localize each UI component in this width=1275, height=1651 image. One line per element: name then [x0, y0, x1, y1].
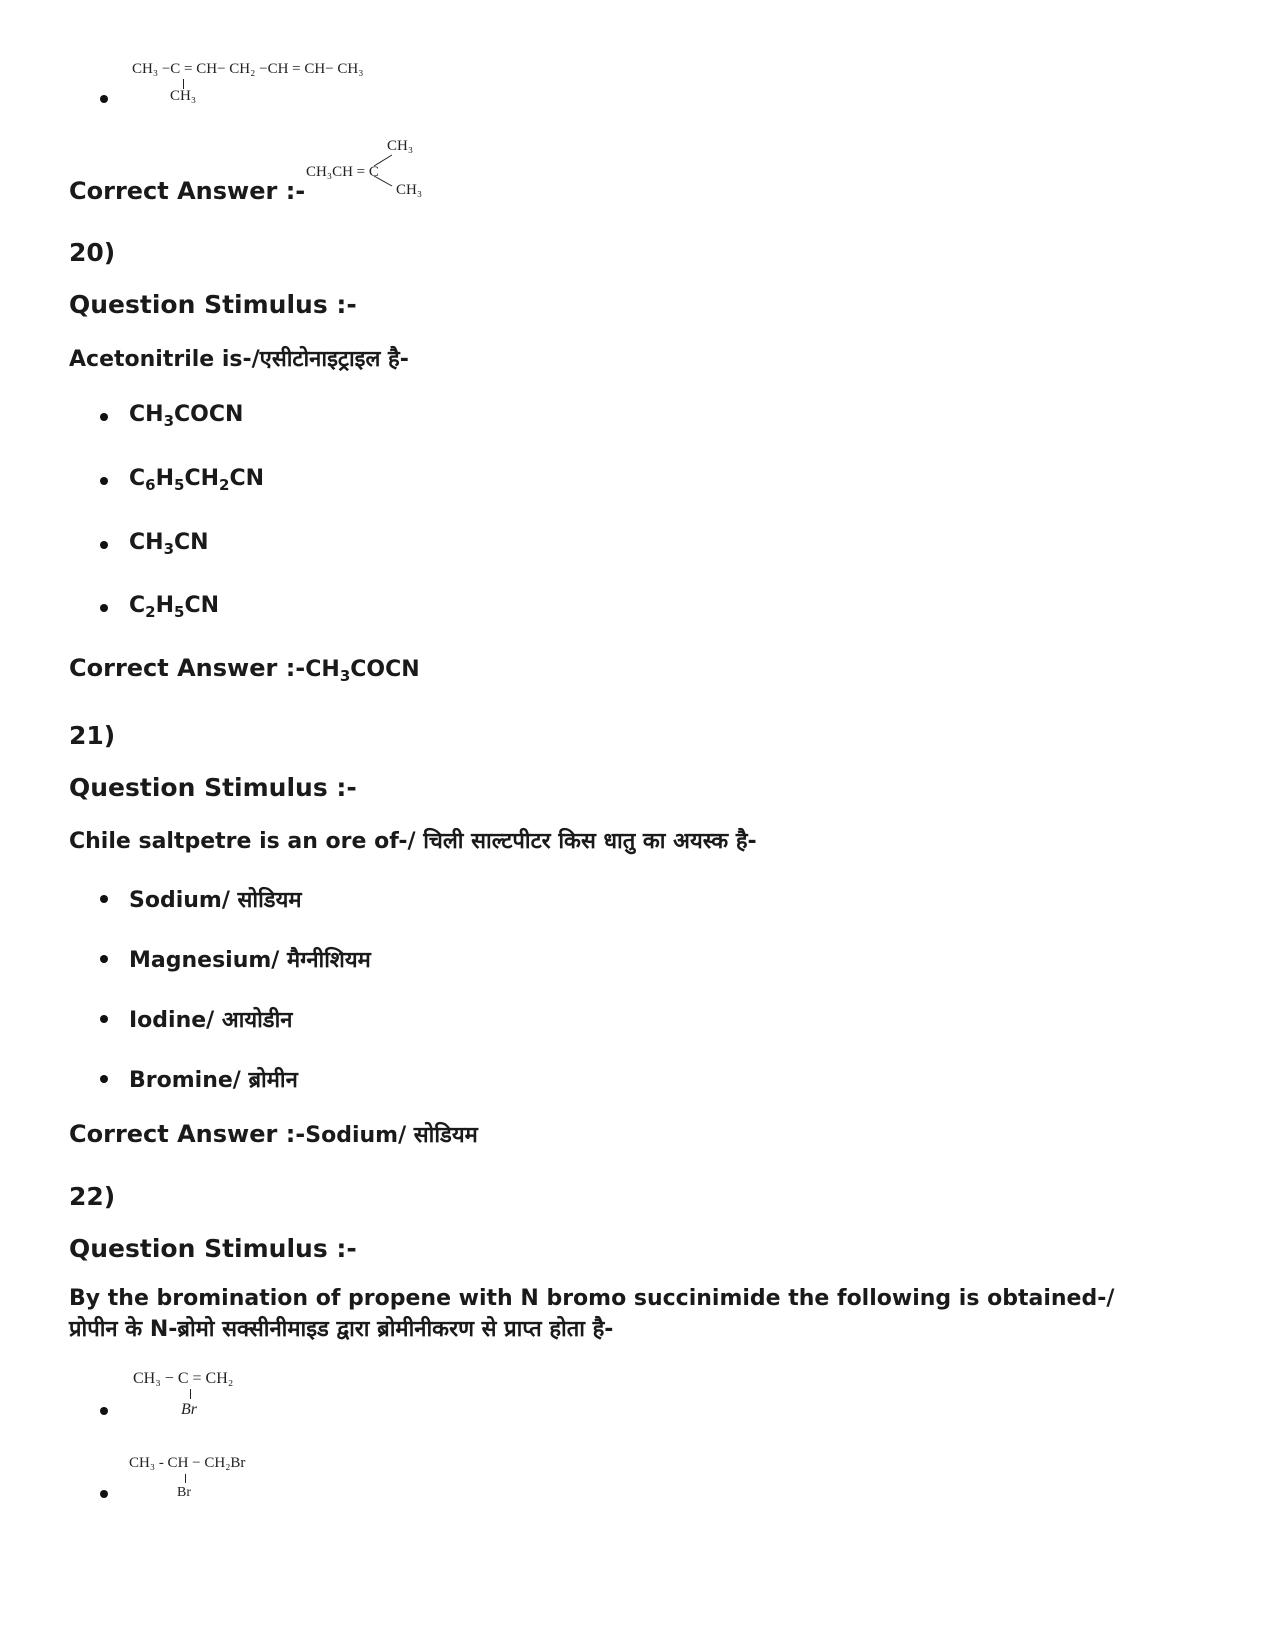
q21-option-a[interactable]: Sodium/ सोडियम	[129, 888, 302, 913]
q21-option-d[interactable]: Bromine/ ब्रोमीन	[129, 1068, 298, 1093]
correct-answer-value: Sodium/ सोडियम	[305, 1123, 478, 1148]
correct-answer-value: $CH_3COCN$	[305, 657, 420, 685]
formula-bottom: CH₃	[396, 182, 423, 198]
formula-top: CH₃	[387, 138, 414, 154]
bullet-icon	[100, 95, 108, 103]
formula-main: CH₃ −C = CH− CH₂ −CH = CH− CH₃	[132, 61, 364, 77]
correct-answer-label: Correct Answer :-	[69, 654, 306, 682]
question-number: 21)	[69, 721, 116, 750]
question-number: 22)	[69, 1182, 116, 1211]
question-text-line-1: By the bromination of propene with N bromo succinimide the following is obtained-/	[69, 1286, 1115, 1311]
formula-left: CH₃CH = C	[306, 164, 379, 180]
bullet-icon	[100, 1490, 108, 1498]
q20-correct-answer	[69, 654, 420, 685]
formula-main: CH₃ − C = CH₂	[133, 1370, 234, 1387]
q21-option-c[interactable]: Iodine/ आयोडीन	[129, 1008, 293, 1033]
bullet-icon	[100, 413, 108, 421]
question-stimulus-label: Question Stimulus :-	[69, 773, 357, 802]
formula-branch: Br	[181, 1401, 197, 1418]
q21-correct-answer	[69, 1119, 478, 1149]
formula-bond	[185, 1474, 186, 1483]
question-text: Acetonitrile is-/एसीटोनाइट्राइल है-	[69, 347, 409, 372]
bullet-icon	[100, 1075, 108, 1083]
question-stimulus-label: Question Stimulus :-	[69, 1234, 357, 1263]
bullet-icon	[100, 1407, 108, 1415]
bullet-icon	[100, 895, 108, 903]
question-number: 20)	[69, 238, 116, 267]
q19-correct-answer-label: Correct Answer :-	[69, 177, 306, 205]
q21-option-b[interactable]: Magnesium/ मैग्नीशियम	[129, 948, 371, 973]
bullet-icon	[100, 604, 108, 612]
bullet-icon	[100, 1015, 108, 1023]
q20-option-a[interactable]: $CH_3COCN$	[129, 402, 244, 430]
q20-option-b[interactable]: $C_6H_5CH_2CN$	[129, 466, 265, 494]
q20-option-d[interactable]: $C_2H_5CN$	[129, 593, 220, 621]
bullet-icon	[100, 477, 108, 485]
question-text: Chile saltpetre is an ore of-/ चिली साल्टपीटर किस धातु का अयस्क है-	[69, 829, 757, 854]
bullet-icon	[100, 541, 108, 549]
question-stimulus-label: Question Stimulus :-	[69, 290, 357, 319]
question-text-line-2: प्रोपीन के N-ब्रोमो सक्सीनीमाइड द्वारा ब्रोमीनीकरण से प्राप्त होता है-	[69, 1317, 614, 1342]
formula-main: CH₃ - CH − CH₂Br	[129, 1455, 246, 1471]
formula-branch: CH₃	[170, 88, 197, 104]
formula-branch: Br	[177, 1485, 191, 1500]
q20-option-c[interactable]: $CH_3CN$	[129, 530, 209, 558]
bullet-icon	[100, 955, 108, 963]
correct-answer-label: Correct Answer :-	[69, 1120, 306, 1148]
formula-bond	[190, 1389, 191, 1399]
